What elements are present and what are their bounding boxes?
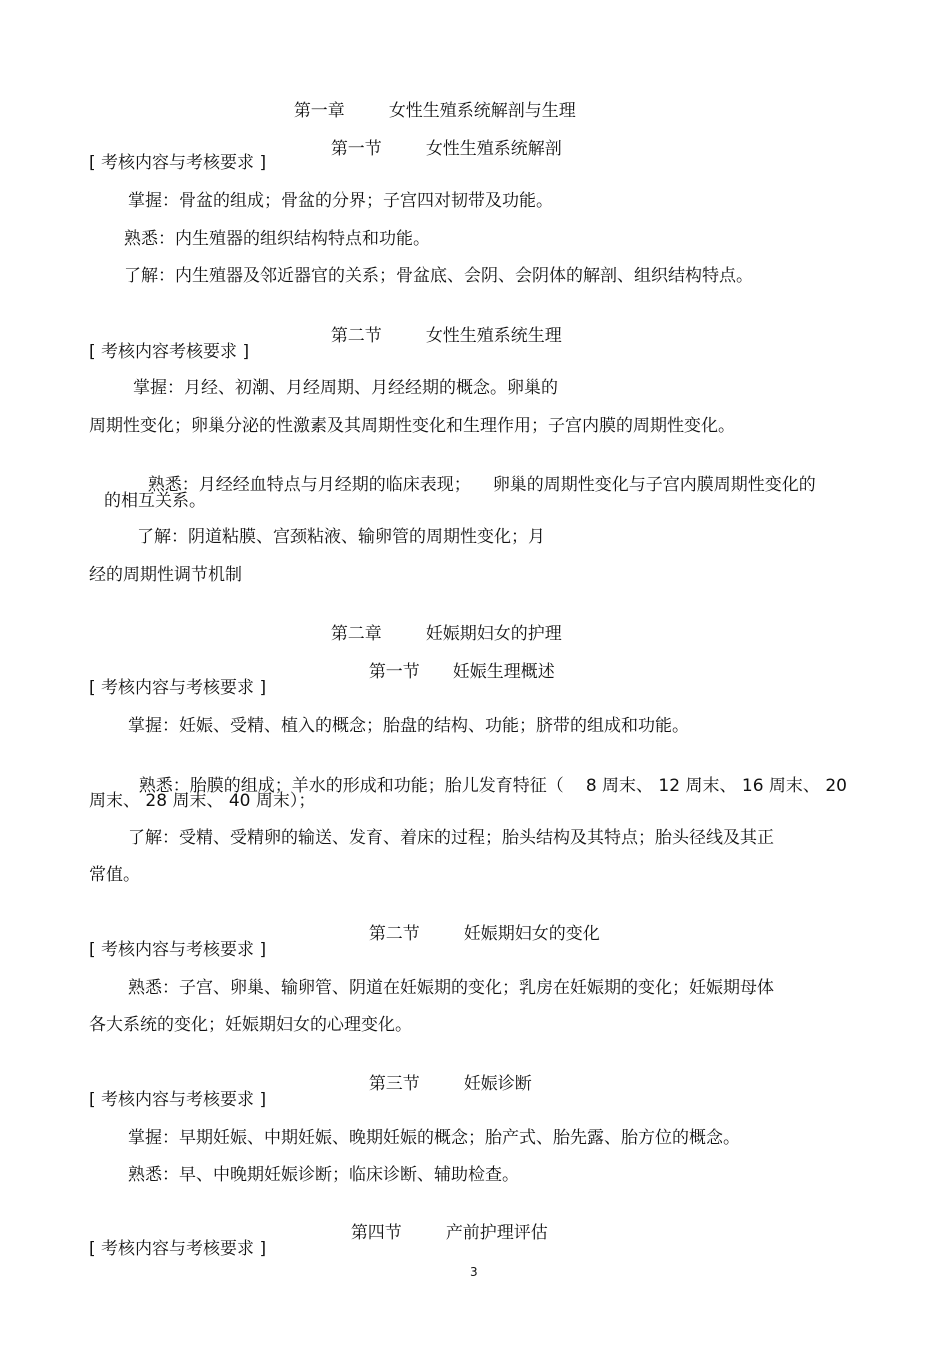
familiar-line: 熟悉：早、中晚期妊娠诊断；临床诊断、辅助检查。 <box>128 1165 519 1185</box>
understand-line-continued: 常值。 <box>89 865 140 885</box>
section-number: 第三节 <box>368 1074 420 1094</box>
section-title: 妊娠诊断 <box>463 1074 532 1094</box>
master-line-continued: 周期性变化；卵巢分泌的性激素及其周期性变化和生理作用；子宫内膜的周期性变化。 <box>89 416 735 436</box>
master-line: 掌握：月经、初潮、月经周期、月经经期的概念。卵巢的 <box>133 378 558 398</box>
section-title: 妊娠期妇女的变化 <box>463 924 600 944</box>
section-title: 女性生殖系统解剖 <box>425 139 562 159</box>
familiar-text-part2: 卵巢的周期性变化与子宫内膜周期性变化的 <box>492 475 816 495</box>
requirements-label: [ 考核内容与考核要求 ] <box>89 1090 267 1110</box>
requirements-label: [ 考核内容与考核要求 ] <box>89 940 267 960</box>
section-number: 第二节 <box>330 326 382 346</box>
section-number: 第二节 <box>368 924 420 944</box>
section-title: 女性生殖系统生理 <box>425 326 562 346</box>
chapter-number: 第一章 <box>293 101 345 121</box>
familiar-line-continued: 周末、 28 周末、 40 周末）； <box>89 791 316 811</box>
requirements-label: [ 考核内容与考核要求 ] <box>89 153 267 173</box>
master-line: 掌握：骨盆的组成；骨盆的分界；子宫四对韧带及功能。 <box>128 191 553 211</box>
section-heading <box>320 116 562 160</box>
section-heading <box>358 901 600 945</box>
familiar-line-continued: 的相互关系。 <box>104 491 206 511</box>
requirements-label: [ 考核内容与考核要求 ] <box>89 1239 267 1259</box>
chapter-title: 女性生殖系统解剖与生理 <box>388 101 576 121</box>
section-title: 产前护理评估 <box>445 1223 548 1243</box>
section-heading <box>340 1200 548 1244</box>
section-title: 妊娠生理概述 <box>452 662 555 682</box>
section-heading <box>320 303 562 347</box>
master-line: 掌握：早期妊娠、中期妊娠、晚期妊娠的概念；胎产式、胎先露、胎方位的概念。 <box>128 1128 740 1148</box>
section-heading <box>358 1051 532 1095</box>
familiar-text-part1: 熟悉：胎膜的组成；羊水的形成和功能；胎儿发育特征（ <box>138 776 564 796</box>
requirements-label: [ 考核内容与考核要求 ] <box>89 678 267 698</box>
familiar-line: 熟悉：内生殖器的组织结构特点和功能。 <box>124 229 430 249</box>
understand-line: 了解：受精、受精卵的输送、发育、着床的过程；胎头结构及其特点；胎头径线及其正 <box>128 828 774 848</box>
familiar-line <box>137 452 816 496</box>
familiar-line-continued: 各大系统的变化；妊娠期妇女的心理变化。 <box>89 1015 412 1035</box>
section-number: 第一节 <box>330 139 382 159</box>
chapter-title: 妊娠期妇女的护理 <box>425 624 562 644</box>
master-line: 掌握：妊娠、受精、植入的概念；胎盘的结构、功能；脐带的组成和功能。 <box>128 716 689 736</box>
understand-line: 了解：内生殖器及邻近器官的关系；骨盆底、会阴、会阴体的解剖、组织结构特点。 <box>124 266 753 286</box>
understand-line: 了解：阴道粘膜、宫颈粘液、输卵管的周期性变化；月 <box>137 527 545 547</box>
familiar-line: 熟悉：子宫、卵巢、输卵管、阴道在妊娠期的变化；乳房在妊娠期的变化；妊娠期母体 <box>128 978 774 998</box>
familiar-text-part2: 8 周末、 12 周末、 16 周末、 20 <box>585 776 847 796</box>
section-heading <box>358 639 555 683</box>
chapter-number: 第二章 <box>330 624 382 644</box>
section-number: 第一节 <box>368 662 420 682</box>
page-number: 3 <box>470 1265 478 1279</box>
understand-line-continued: 经的周期性调节机制 <box>89 565 242 585</box>
familiar-text-part1: 熟悉：月经经血特点与月经期的临床表现； <box>147 475 471 495</box>
section-number: 第四节 <box>350 1223 402 1243</box>
requirements-label: [ 考核内容考核要求 ] <box>89 342 250 362</box>
